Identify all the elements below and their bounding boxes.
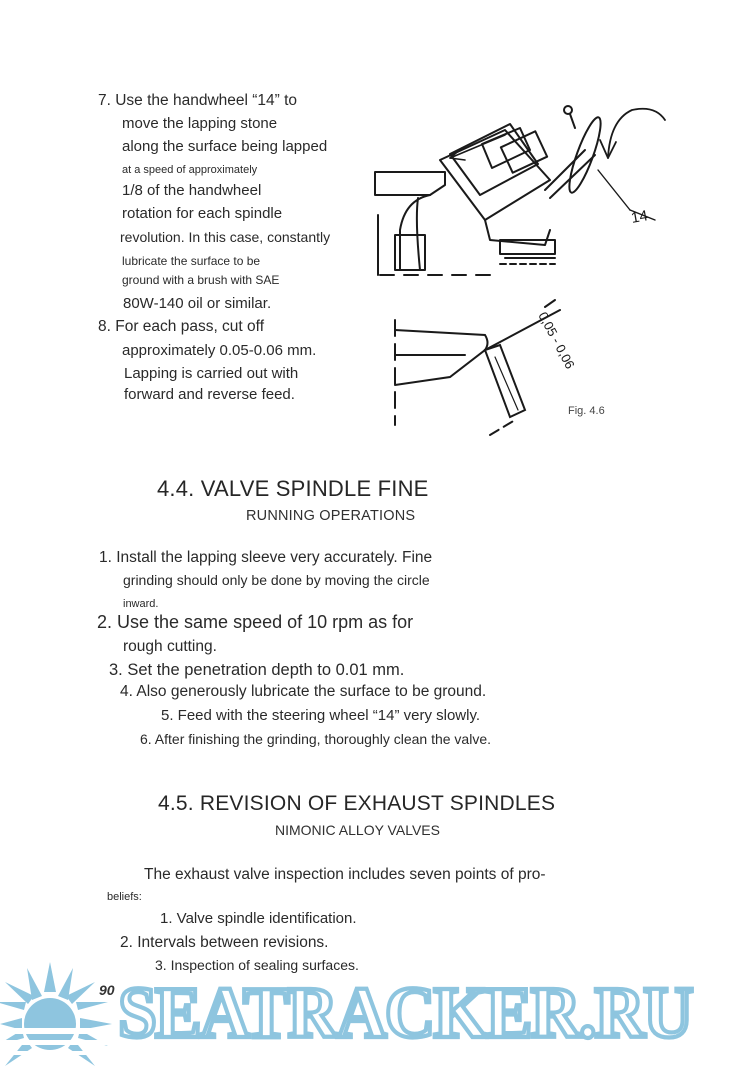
handwheel-label: 14 [629,207,650,227]
watermark-text: SEATRACKER.RU [118,973,692,1054]
step7-line-10: 80W-140 oil or similar. [123,295,272,312]
s44-line-3: inward. [123,598,159,610]
s44-line-4: 2. Use the same speed of 10 rpm as for [97,612,414,632]
s45-item-1: 1. Valve spindle identification. [160,910,357,927]
s44-line-5: rough cutting. [123,638,217,655]
s44-line-9: 6. After finishing the grinding, thoroughly clean the valve. [140,731,491,747]
handwheel-14 [564,115,606,196]
step7-line-2: move the lapping stone [122,115,278,132]
step8-line-1: 8. For each pass, cut off [98,318,264,335]
step7-line-1: 7. Use the handwheel “14” to [98,92,298,109]
s44-line-2: grinding should only be done by moving the circle [123,572,430,588]
section-44-title: 4.4. VALVE SPINDLE FINE [157,476,429,501]
page-number: 90 [99,982,115,998]
step7-line-3: along the surface being lapped [122,138,328,155]
s44-line-8: 5. Feed with the steering wheel “14” very slowly. [161,707,481,724]
s45-item-2: 2. Intervals between revisions. [120,934,329,951]
s44-line-7: 4. Also generously lubricate the surface to be ground. [120,683,487,700]
section-45-subtitle: NIMONIC ALLOY VALVES [275,822,440,838]
s44-line-6: 3. Set the penetration depth to 0.01 mm. [109,661,405,679]
dimension-label: 0,05 - 0,06 [535,309,578,372]
section-45-title: 4.5. REVISION OF EXHAUST SPINDLES [158,792,556,815]
step7-line-6: rotation for each spindle [122,205,283,222]
machine-body [440,130,550,220]
s45-intro-line-2: beliefs: [107,891,142,903]
lapping-machine-drawing [370,80,670,280]
support-arm [375,172,445,195]
step8-line-2: approximately 0.05-0.06 mm. [122,342,317,359]
step8-line-4: forward and reverse feed. [124,386,295,403]
step7-line-5: 1/8 of the handwheel [122,182,262,199]
figure-caption: Fig. 4.6 [568,405,605,417]
step7-line-8: lubricate the surface to be [122,254,261,268]
section-44-subtitle: RUNNING OPERATIONS [246,508,416,524]
step7-line-7: revolution. In this case, constantly [120,229,331,245]
rotation-arrow [608,109,665,158]
step7-line-9: ground with a brush with SAE [122,273,280,287]
step7-line-4: at a speed of approximately [122,164,258,176]
valve-head [395,330,488,385]
s45-intro-line-1: The exhaust valve inspection includes seven points of pro- [144,866,546,883]
s44-line-1: 1. Install the lapping sleeve very accurately. Fine [99,549,433,566]
sun-logo-icon [0,962,112,1067]
spindle-base [485,220,550,245]
s45-item-3: 3. Inspection of sealing surfaces. [155,957,359,973]
step8-line-3: Lapping is carried out with [124,365,299,382]
